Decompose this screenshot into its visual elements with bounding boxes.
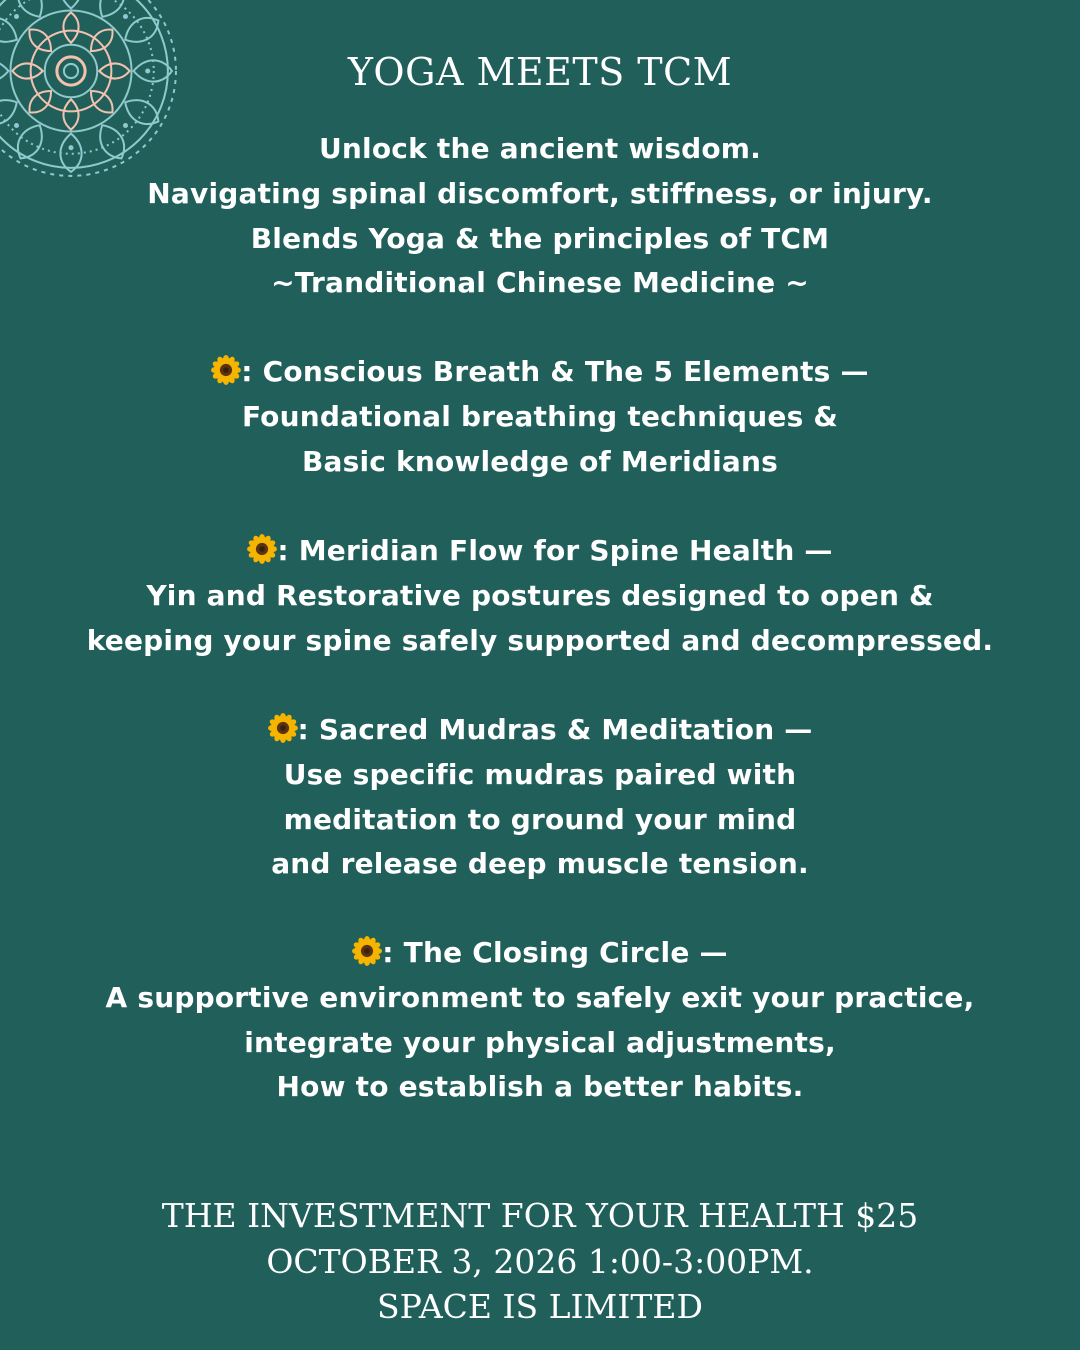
section-closing-circle: [40, 931, 1040, 1110]
intro-line: Navigating spinal discomfort, stiffness, or injury.: [147, 176, 933, 210]
section-line: meditation to ground your mind: [283, 802, 797, 836]
section-heading-text: : Conscious Breath & The 5 Elements —: [241, 355, 869, 388]
sunflower-icon: [247, 534, 277, 564]
section-heading: [40, 931, 1040, 976]
section-line: Yin and Restorative postures designed to open &: [146, 578, 934, 612]
section-heading-text: : Sacred Mudras & Meditation —: [297, 713, 813, 746]
footer-info: [0, 1193, 1080, 1330]
section-line: Foundational breathing techniques &: [241, 399, 839, 433]
section-heading: [40, 529, 1040, 574]
section-line: How to establish a better habits.: [276, 1070, 804, 1104]
event-date: OCTOBER 3, 2026 1:00-3:00PM.: [266, 1241, 814, 1281]
section-line: Use specific mudras paired with: [283, 757, 797, 791]
section-line: and release deep muscle tension.: [271, 847, 809, 881]
section-line: integrate your physical adjustments,: [244, 1025, 836, 1059]
section-meridian-flow: [40, 529, 1040, 663]
section-heading-text: : The Closing Circle —: [382, 936, 728, 969]
sunflower-icon: [352, 936, 382, 966]
price-text: THE INVESTMENT FOR YOUR HEALTH $25: [161, 1196, 919, 1235]
sunflower-icon: [268, 713, 298, 743]
section-heading: [40, 350, 1040, 395]
intro-line: Blends Yoga & the principles of TCM: [250, 221, 830, 255]
section-mudras: [40, 708, 1040, 887]
section-line: keeping your spine safely supported and decompressed.: [86, 623, 994, 657]
intro-block: [40, 127, 1040, 306]
section-line: A supportive environment to safely exit your practice,: [105, 980, 975, 1014]
sunflower-icon: [211, 355, 241, 385]
availability-note: SPACE IS LIMITED: [377, 1287, 703, 1326]
page-title: YOGA MEETS TCM: [347, 50, 733, 94]
intro-line: Unlock the ancient wisdom.: [318, 132, 762, 165]
section-heading-text: : Meridian Flow for Spine Health —: [277, 534, 833, 567]
section-breath: [40, 350, 1040, 484]
section-line: Basic knowledge of Meridians: [301, 444, 779, 478]
section-heading: [40, 708, 1040, 753]
intro-line: ~Tranditional Chinese Medicine ~: [271, 266, 809, 300]
